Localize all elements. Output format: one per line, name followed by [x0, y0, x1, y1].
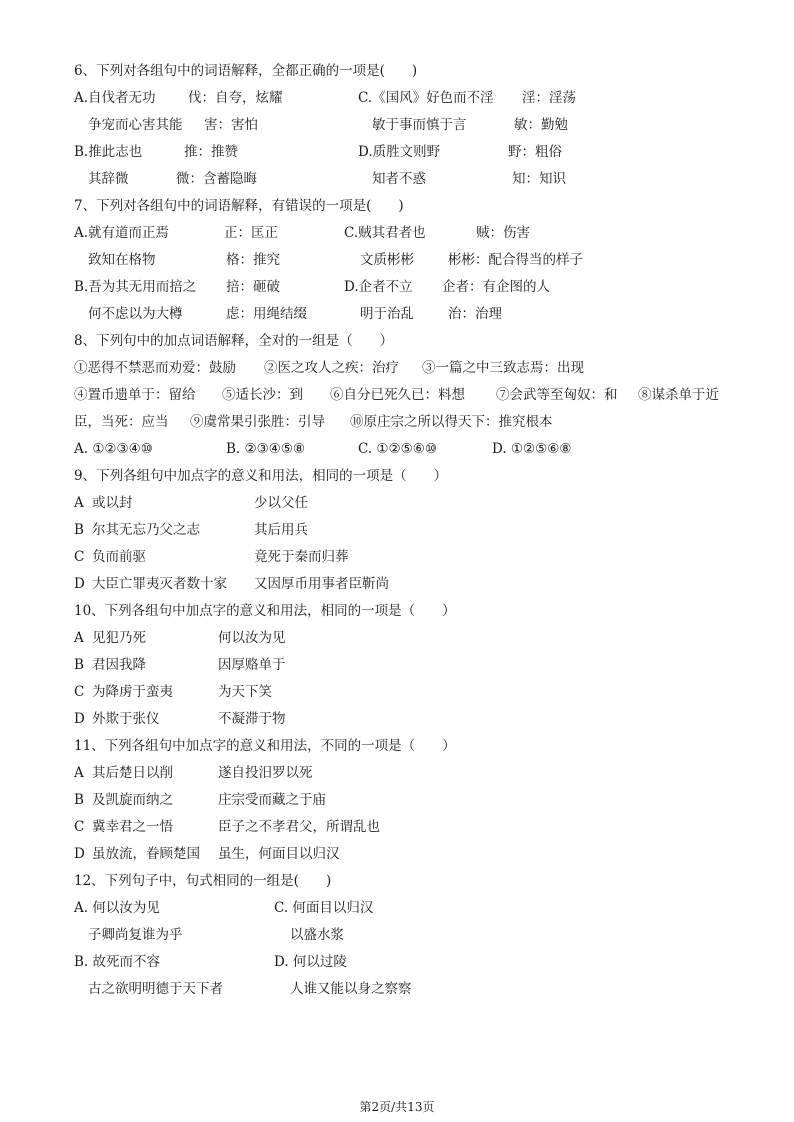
q7-a-gloss: 正：匡正: [224, 225, 278, 241]
q7-b2-sentence: 何不虑以为大樽: [88, 306, 183, 322]
q6-d-gloss: 野：粗俗: [508, 144, 562, 160]
q9-d-left: 大臣亡罪夷灭者数十家: [92, 576, 227, 592]
q10-d-letter: D: [74, 711, 85, 727]
q7-d-gloss: 企者：有企图的人: [442, 279, 550, 295]
q10-b-left: 君因我降: [92, 657, 146, 673]
q12-b-line2: 古之欲明明德于天下者: [88, 981, 223, 997]
q8-item-6: ⑥自分已死久已：料想: [330, 387, 465, 403]
q11-d-letter: D: [74, 846, 85, 862]
q11-a-left: 其后楚日以削: [92, 765, 173, 781]
q6-a2-sentence: 争宠而心害其能: [88, 117, 183, 133]
q6-a-gloss: 伐：自夸，炫耀: [188, 90, 283, 106]
q10-a-letter: A: [74, 630, 84, 646]
q6-b2-sentence: 其辞微: [88, 171, 129, 187]
q9-c-right: 竟死于秦而归葬: [254, 549, 349, 565]
q7-d2-sentence: 明于治乱: [360, 306, 414, 322]
q10-c-letter: C: [74, 684, 85, 700]
q9-b-letter: B: [74, 522, 84, 538]
q9-stem: 9、下列各组句中加点字的意义和用法，相同的一项是（ ）: [74, 468, 448, 484]
q11-c-left: 冀幸君之一悟: [92, 819, 173, 835]
q9-c-left: 负而前驱: [92, 549, 146, 565]
q7-stem: 7、下列对各组句中的词语解释，有错误的一项是( ): [74, 198, 404, 214]
q10-stem: 10、下列各组句中加点字的意义和用法，相同的一项是（ ）: [74, 603, 456, 619]
q9-a-left: 或以封: [92, 495, 133, 511]
q11-d-left: 虽放流，眷顾楚国: [92, 846, 200, 862]
page-number: 第2页/共13页: [359, 1100, 435, 1114]
q11-a-right: 遂自投汨罗以死: [218, 765, 313, 781]
q8-option-c: C. ①②⑤⑥⑩: [358, 441, 437, 457]
q12-c-line1: C. 何面目以归汉: [274, 900, 374, 916]
q8-option-d: D. ①②⑤⑥⑧: [492, 441, 572, 457]
q11-a-letter: A: [74, 765, 84, 781]
q8-item-2: ②医之攻人之疾：治疗: [264, 360, 399, 376]
q10-d-left: 外欺于张仪: [92, 711, 160, 727]
q8-option-a: A. ①②③④⑩: [74, 441, 153, 457]
q6-d-sentence: D.质胜文则野: [358, 144, 441, 160]
q10-c-left: 为降虏于蛮夷: [92, 684, 173, 700]
q6-d2-sentence: 知者不惑: [372, 171, 426, 187]
q7-a2-sentence: 致知在格物: [88, 252, 156, 268]
q6-stem: 6、下列对各组句中的词语解释，全都正确的一项是( ): [74, 63, 418, 79]
q12-a-line2: 子卿尚复谁为乎: [88, 927, 183, 943]
q10-d-right: 不凝滞于物: [218, 711, 286, 727]
q6-c-sentence: C.《国风》好色而不淫: [358, 90, 494, 106]
q9-b-right: 其后用兵: [254, 522, 308, 538]
q11-d-right: 虽生，何面目以归汉: [218, 846, 340, 862]
q12-d-line2: 人谁又能以身之察察: [290, 981, 412, 997]
q11-stem: 11、下列各组句中加点字的意义和用法，不同的一项是（ ）: [74, 738, 456, 754]
q7-b2-gloss: 虑：用绳结缀: [226, 306, 307, 322]
q12-c-line2: 以盛水浆: [290, 927, 344, 943]
q8-item-7: ⑦会武等至匈奴：和: [496, 387, 618, 403]
q6-c-gloss: 淫：淫荡: [522, 90, 576, 106]
q9-d-letter: D: [74, 576, 85, 592]
q10-a-left: 见犯乃死: [92, 630, 146, 646]
q7-c-sentence: C.贼其君者也: [344, 225, 426, 241]
q8-item-1: ①恶得不禁恶而劝爱：鼓励: [74, 360, 236, 376]
q7-a-sentence: A.就有道而正焉: [74, 225, 170, 241]
q6-b2-gloss: 微：含蓄隐晦: [176, 171, 257, 187]
q9-b-left: 尔其无忘乃父之志: [92, 522, 200, 538]
q8-item-5: ⑤适长沙：到: [222, 387, 303, 403]
q10-b-right: 因厚赂单于: [218, 657, 286, 673]
q9-d-right: 又因厚币用事者臣靳尚: [254, 576, 389, 592]
q8-item-4: ④置币遗单于：留给: [74, 387, 196, 403]
q11-b-left: 及凯旋而纳之: [92, 792, 173, 808]
q7-b-sentence: B.吾为其无用而掊之: [74, 279, 197, 295]
q11-c-letter: C: [74, 819, 85, 835]
q6-b-sentence: B.推此志也: [74, 144, 143, 160]
q8-item-10: ⑩原庄宗之所以得天下：推究根本: [350, 414, 553, 430]
q9-a-right: 少以父任: [254, 495, 308, 511]
q6-c2-sentence: 敏于事而慎于言: [372, 117, 467, 133]
q9-a-letter: A: [74, 495, 84, 511]
q6-b-gloss: 推：推赞: [184, 144, 238, 160]
q8-stem: 8、下列句中的加点词语解释，全对的一组是（ ）: [74, 333, 394, 349]
q9-c-letter: C: [74, 549, 85, 565]
q7-c-gloss: 贼：伤害: [476, 225, 530, 241]
q12-d-line1: D. 何以过陵: [274, 954, 347, 970]
q7-d-sentence: D.企者不立: [344, 279, 413, 295]
q10-a-right: 何以汝为见: [218, 630, 286, 646]
q7-b-gloss: 掊：砸破: [226, 279, 280, 295]
q10-b-letter: B: [74, 657, 84, 673]
q7-c2-sentence: 文质彬彬: [360, 252, 414, 268]
q8-item-3: ③一篇之中三致志焉：出现: [422, 360, 584, 376]
q7-a2-gloss: 格：推究: [226, 252, 280, 268]
q12-a-line1: A. 何以汝为见: [74, 900, 160, 916]
q7-c2-gloss: 彬彬：配合得当的样子: [448, 252, 583, 268]
q6-d2-gloss: 知：知识: [512, 171, 566, 187]
q12-b-line1: B. 故死而不容: [74, 954, 161, 970]
q6-a-sentence: A.自伐者无功: [74, 90, 156, 106]
q8-item-8: ⑧谋杀单于近: [638, 387, 719, 403]
q6-a2-gloss: 害：害怕: [204, 117, 258, 133]
q11-b-letter: B: [74, 792, 84, 808]
q8-option-b: B. ②③④⑤⑧: [226, 441, 306, 457]
q6-c2-gloss: 敏：勤勉: [514, 117, 568, 133]
q7-d2-gloss: 治：治理: [448, 306, 502, 322]
q12-stem: 12、下列句子中，句式相同的一组是( ): [74, 873, 332, 889]
q11-b-right: 庄宗受而藏之于庙: [218, 792, 326, 808]
q11-c-right: 臣子之不孝君父，所谓乱也: [218, 819, 380, 835]
q8-item-8-cont: 臣，当死：应当: [74, 414, 169, 430]
q10-c-right: 为天下笑: [218, 684, 272, 700]
q8-item-9: ⑨虞常果引张胜：引导: [190, 414, 325, 430]
